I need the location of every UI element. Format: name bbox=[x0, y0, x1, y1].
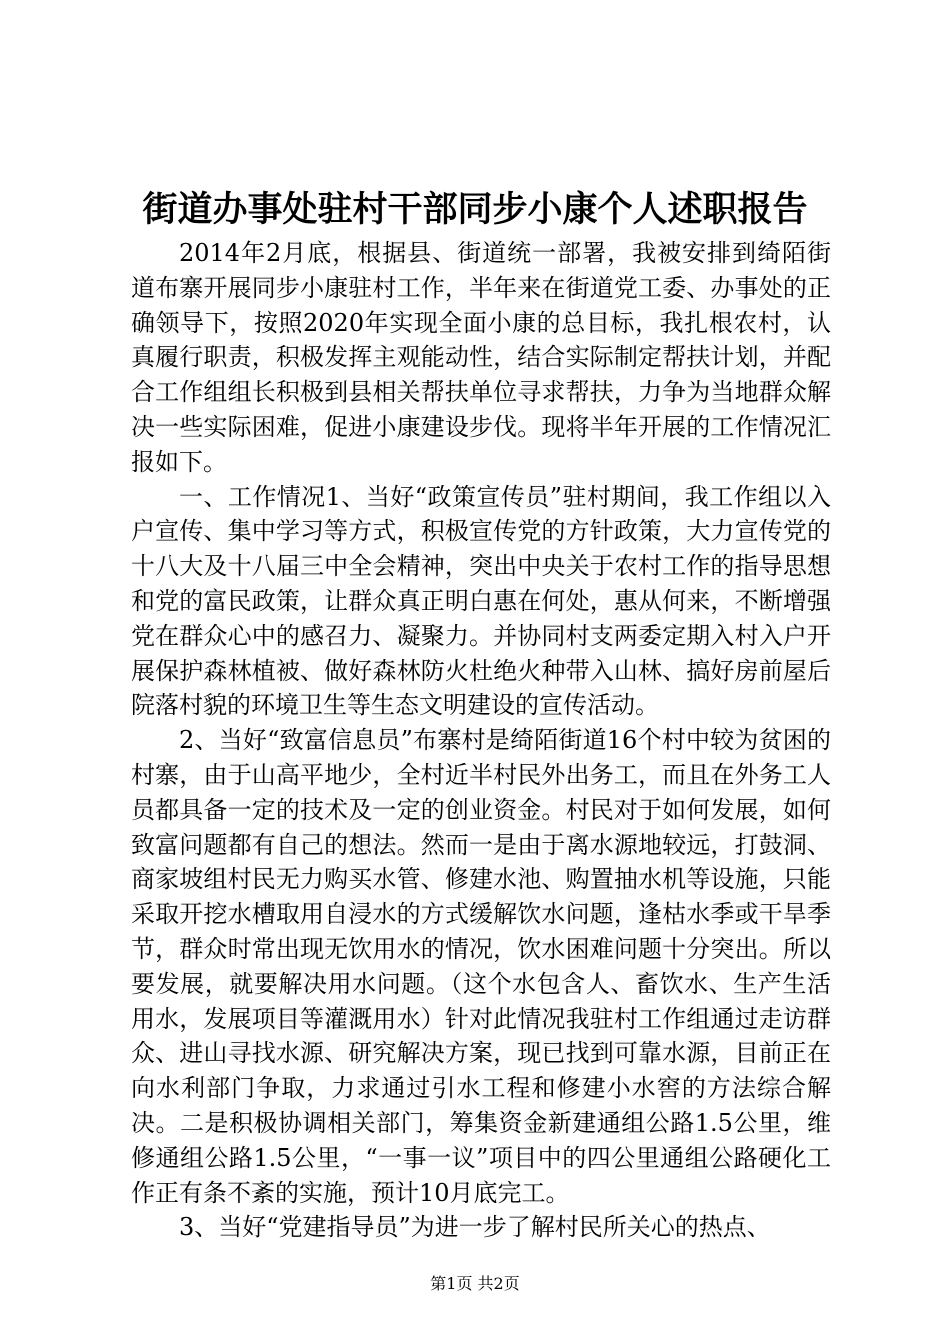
paragraph-intro: 2014年2月底，根据县、街道统一部署，我被安排到绮陌街道布寨开展同步小康驻村工作，半年来在街道党工委、办事处的正确领导下，按照2020年实现全面小康的总目标，我扎根农村，认真履行职责，积极发挥主观能动性，结合实际制定帮扶计划，并配合工作组组长积极到县相关帮扶单位寻求帮扶，力争为当地群众解决一些实际困难，促进小康建设步伐。现将半年开展的工作情况汇报如下。 bbox=[131, 239, 831, 476]
document-title: 街道办事处驻村干部同步小康个人述职报告 bbox=[142, 189, 808, 230]
document-body bbox=[131, 236, 831, 1245]
page-number-footer: 第1页 共2页 bbox=[430, 1274, 520, 1293]
paragraph-work-status: 一、工作情况1、当好“政策宣传员”驻村期间，我工作组以入户宣传、集中学习等方式，积极宣传党的方针政策，大力宣传党的十八大及十八届三中全会精神，突出中央关于农村工作的指导思想和党的富民政策，让群众真正明白惠在何处，惠从何来，不断增强党在群众心中的感召力、凝聚力。并协同村支两委定期入村入户开展保护森林植被、做好森林防火杜绝火种带入山林、搞好房前屋后院落村貌的环境卫生等生态文明建设的宣传活动。 bbox=[131, 482, 831, 720]
paragraph-wealth-info: 2、当好“致富信息员”布寨村是绮陌街道16个村中较为贫困的村寨，由于山高平地少，全村近半村民外出务工，而且在外务工人员都具备一定的技术及一定的创业资金。村民对于如何发展，如何致富问题都有自己的想法。然而一是由于离水源地较远，打鼓洞、商家坡组村民无力购买水管、修建水池、购置抽水机等设施，只能采取开挖水槽取用自浸水的方式缓解饮水问题，逢枯水季或干旱季节，群众时常出现无饮用水的情况，饮水困难问题十分突出。所以要发展，就要解决用水问题。（这个水包含人、畜饮水、生产生活用水，发展项目等灌溉用水）针对此情况我驻村工作组通过走访群众、进山寻找水源、研究解决方案，现已找到可靠水源，目前正在向水利部门争取，力求通过引水工程和修建小水窖的方法综合解决。二是积极协调相关部门，筹集资金新建通组公路1.5公里，维修通组公路1.5公里，“一事一议”项目中的四公里通组公路硬化工作正有条不紊的实施，预计10月底完工。 bbox=[131, 726, 831, 1207]
paragraph-party-building: 3、当好“党建指导员”为进一步了解村民所关心的热点、 bbox=[179, 1213, 771, 1242]
